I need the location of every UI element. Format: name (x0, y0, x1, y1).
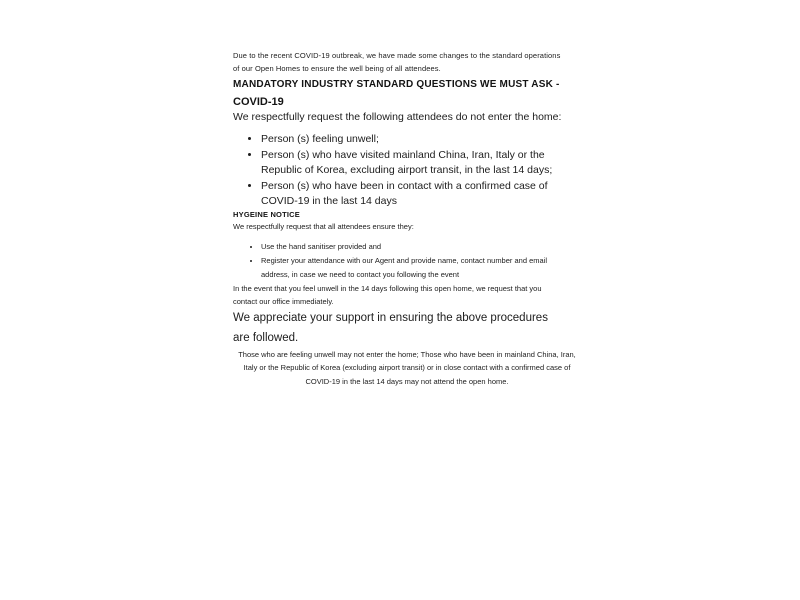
covid-list-item: • Person (s) who have visited mainland China, Iran, Italy or the Republic of Korea, excluding airport transit, in the last 14 days; (261, 148, 567, 177)
covid-section-intro: We respectfully request the following attendees do not enter the home: (233, 110, 562, 123)
hygiene-bullet-list (233, 240, 567, 281)
hygiene-list-item: • Use the hand sanitiser provided and (261, 240, 567, 253)
main-heading: MANDATORY INDUSTRY STANDARD QUESTIONS WE MUST ASK - (233, 79, 560, 90)
unwell-notice-paragraph: In the event that you feel unwell in the 14 days following this open home, we request that you contact our office immediately. (233, 283, 542, 306)
hygiene-list-item: • Register your attendance with our Agent and provide name, contact number and email address, in case we need to contact you following the event (261, 254, 567, 281)
hygiene-section-intro: We respectfully request that all attendees ensure they: (233, 222, 414, 231)
closing-statement: We appreciate your support in ensuring the above procedures are followed. (233, 311, 548, 344)
covid-bullet-list (233, 132, 567, 209)
intro-paragraph: Due to the recent COVID-19 outbreak, we have made some changes to the standard operations of our Open Homes to ensure the well being of all attendees. (233, 51, 561, 73)
hygiene-section-heading: HYGEINE NOTICE (233, 210, 300, 219)
footer-notice: Those who are feeling unwell may not enter the home; Those who have been in mainland China, Iran, Italy or the Republic of Korea (excluding airport transit) or in close contact with a confirmed case of COVID-19 in the last 14 days may not attend the open home. (238, 349, 576, 386)
covid-section-heading: COVID-19 (233, 95, 284, 108)
covid-list-item: • Person (s) feeling unwell; (261, 132, 567, 147)
covid-list-item: • Person (s) who have been in contact with a confirmed case of COVID-19 in the last 14 days (261, 179, 567, 208)
document-body (233, 0, 576, 388)
